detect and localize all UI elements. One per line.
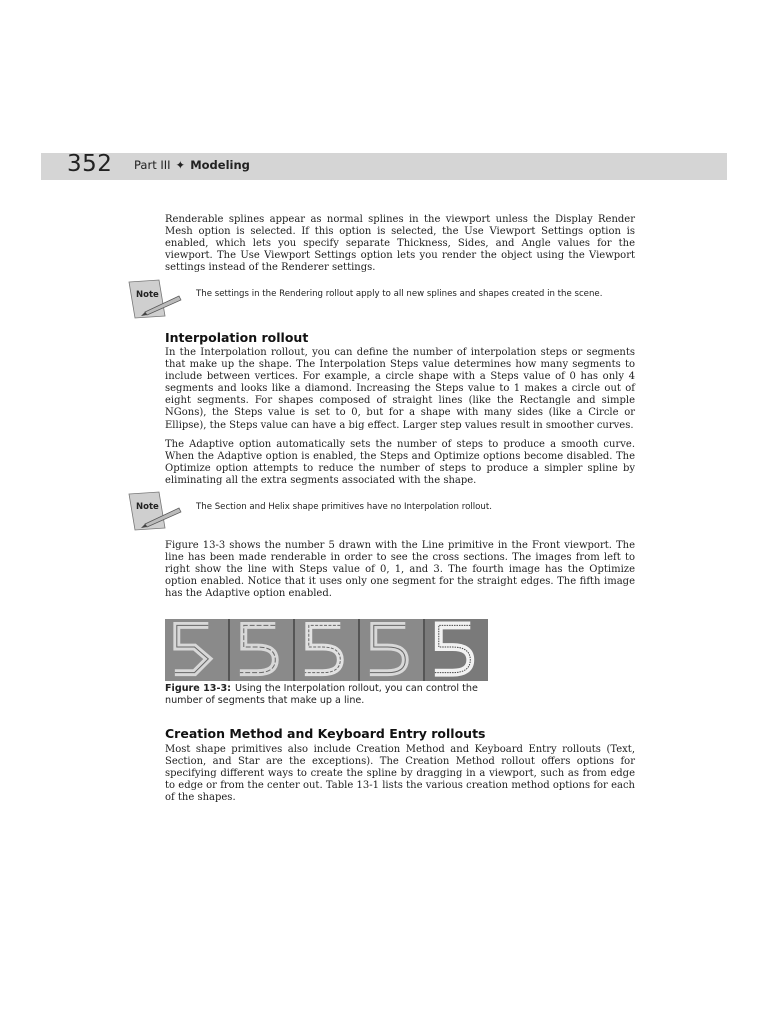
section-label: Modeling bbox=[190, 158, 250, 172]
figure-caption-label: Figure 13-3: bbox=[165, 683, 231, 694]
note-label: Note bbox=[136, 290, 159, 300]
figure-panel-steps-1 bbox=[230, 619, 293, 681]
paragraph-interpolation: In the Interpolation rollout, you can define the number of interpolation steps or segments that make up the shape. The Interpolation Steps value determines how many segments to include between vertices. For example, a circle shape with a Steps value of 0 has only 4 segments and looks like a diamond. Increasing the Steps value to 1 makes a circle out of eight segments. For shapes composed of straight lines (like the Rectangle and simple NGons), the Steps value is set to 0, but for a shape with many sides (like a Circle or Ellipse), the Steps value can have a big effect. Larger step values result in smoother curves. bbox=[165, 347, 635, 431]
note-text-section-helix: The Section and Helix shape primitives have no Interpolation rollout. bbox=[196, 502, 492, 512]
paragraph-creation-method: Most shape primitives also include Creation Method and Keyboard Entry rollouts (Text, Section, and Star are the exceptions). The Creation Method rollout offers options for specifying different ways to create the spline by dragging in a viewport, such as from edge to edge or from the center out. Table 13-1 lists the various creation method options for each of the shapes. bbox=[165, 744, 635, 804]
figure-caption-text: Using the Interpolation rollout, you can control the number of segments that make up a line. bbox=[165, 683, 478, 706]
note-label: Note bbox=[136, 502, 159, 512]
heading-interpolation-rollout: Interpolation rollout bbox=[165, 330, 309, 345]
figure-panel-steps-0 bbox=[165, 619, 228, 681]
page-number: 352 bbox=[67, 151, 113, 177]
note-text-rendering: The settings in the Rendering rollout apply to all new splines and shapes created in the scene. bbox=[196, 289, 603, 299]
separator-diamond-icon: ✦ bbox=[175, 158, 186, 172]
figure-panel-adaptive bbox=[425, 619, 488, 681]
figure-panel-optimize bbox=[360, 619, 423, 681]
part-label: Part III bbox=[134, 158, 171, 172]
figure-13-3-image bbox=[165, 619, 488, 681]
figure-panel-steps-3 bbox=[295, 619, 358, 681]
paragraph-adaptive-option: The Adaptive option automatically sets the number of steps to produce a smooth curve. When the Adaptive option is enabled, the Steps and Optimize options become disabled. The Optimize option attempts to reduce the number of steps to produce a simpler spline by eliminating all the extra segments associated with the shape. bbox=[165, 439, 635, 487]
paragraph-renderable-splines: Renderable splines appear as normal splines in the viewport unless the Display Render Mesh option is selected. If this option is selected, the Use Viewport Settings option is enabled, which lets you specify separate Thickness, Sides, and Angle values for the viewport. The Use Viewport Settings option lets you render the object using the Viewport settings instead of the Renderer settings. bbox=[165, 214, 635, 274]
paragraph-figure-description: Figure 13-3 shows the number 5 drawn with the Line primitive in the Front viewport. The line has been made renderable in order to see the cross sections. The images from left to right show the line with Steps value of 0, 1, and 3. The fourth image has the Optimize option enabled. Notice that it uses only one segment for the straight edges. The fifth image has the Adaptive option enabled. bbox=[165, 540, 635, 600]
note-pencil-icon bbox=[125, 490, 185, 532]
figure-caption bbox=[165, 683, 495, 706]
running-header-label bbox=[134, 158, 250, 172]
heading-creation-method: Creation Method and Keyboard Entry rollouts bbox=[165, 726, 486, 741]
note-pencil-icon bbox=[125, 278, 185, 320]
